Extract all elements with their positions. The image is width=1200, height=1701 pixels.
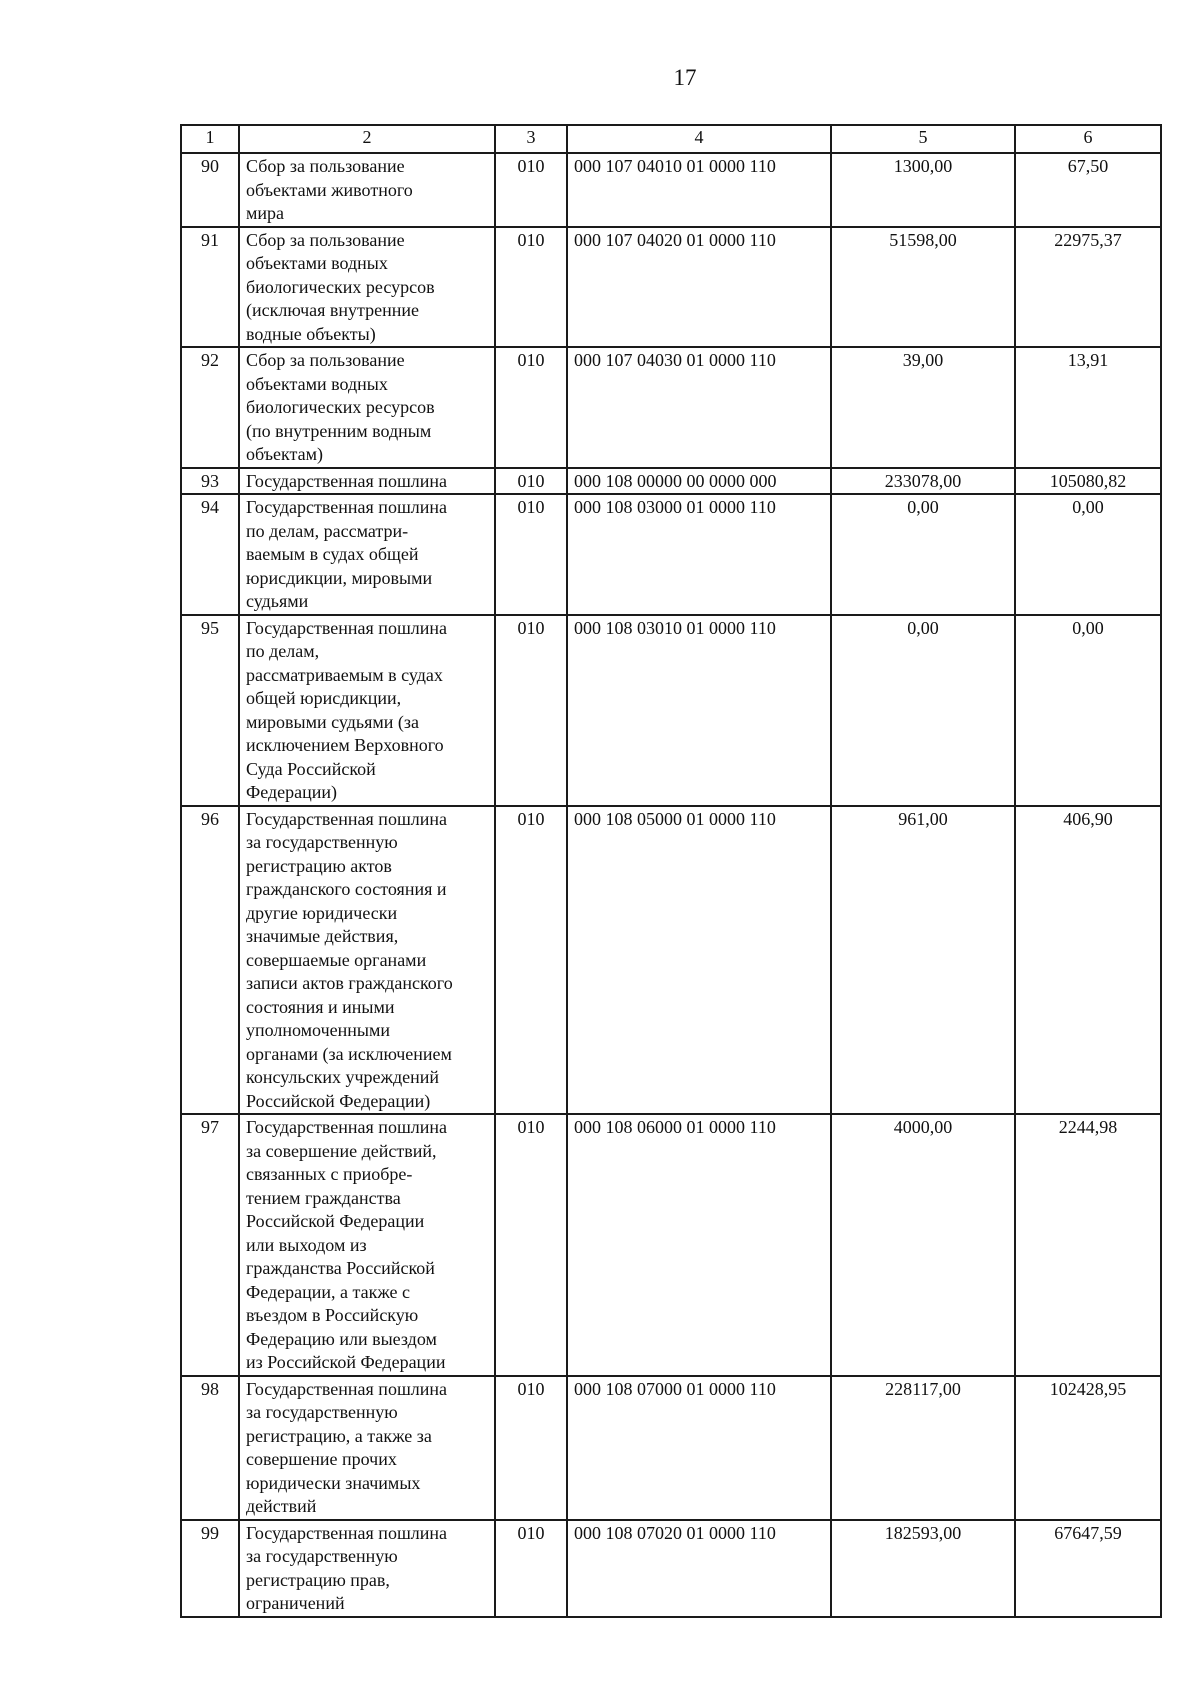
table-row bbox=[181, 227, 1161, 348]
table-row bbox=[181, 494, 1161, 615]
executed-amount-line: 2244,98 bbox=[1058, 1117, 1118, 1137]
executed-amount-line: 102428,95 bbox=[1049, 1378, 1127, 1399]
line-code bbox=[495, 468, 567, 495]
revenue-name-line: общей юрисдикции, bbox=[246, 688, 402, 708]
approved-amount-line: 0,00 bbox=[907, 617, 939, 638]
revenue-name-line: (по внутренним водным bbox=[246, 420, 432, 441]
approved-amount bbox=[831, 153, 1015, 227]
line-code-line: 010 bbox=[517, 1522, 545, 1543]
approved-amount-line: 233078,00 bbox=[884, 470, 962, 491]
line-code-line: 010 bbox=[517, 808, 545, 829]
executed-amount bbox=[1015, 227, 1161, 348]
revenue-name-line: за государственную bbox=[246, 1546, 398, 1566]
revenue-name-line: (исключая внутренние bbox=[246, 300, 420, 320]
budget-classification-code bbox=[567, 494, 831, 615]
column-header-2: 2 bbox=[239, 125, 495, 153]
row-number bbox=[181, 153, 239, 227]
approved-amount-line: 1300,00 bbox=[893, 156, 953, 176]
revenue-name-line: регистрацию, а также за bbox=[246, 1425, 432, 1446]
revenue-name-line: регистрацию прав, bbox=[246, 1569, 390, 1590]
budget-classification-code-line: 000 107 04030 01 0000 110 bbox=[574, 350, 776, 370]
revenue-name bbox=[239, 227, 495, 348]
budget-classification-code bbox=[567, 1376, 831, 1520]
budget-classification-code bbox=[567, 153, 831, 227]
executed-amount-line: 67,50 bbox=[1067, 156, 1109, 176]
revenue-name-line: мировыми судьями (за bbox=[246, 711, 420, 732]
budget-classification-code bbox=[567, 347, 831, 468]
approved-amount-line: 0,00 bbox=[907, 497, 939, 517]
revenue-name-line: объектам) bbox=[246, 444, 323, 464]
row-number bbox=[181, 227, 239, 348]
revenue-name bbox=[239, 1376, 495, 1520]
approved-amount bbox=[831, 347, 1015, 468]
revenue-name-line: объектами животного bbox=[246, 179, 413, 200]
budget-classification-code-line: 000 107 04010 01 0000 110 bbox=[574, 156, 776, 176]
revenue-name bbox=[239, 468, 495, 495]
approved-amount bbox=[831, 1114, 1015, 1376]
revenue-name-line: юридически значимых bbox=[246, 1472, 421, 1493]
budget-classification-code bbox=[567, 468, 831, 495]
revenue-name bbox=[239, 494, 495, 615]
approved-amount-line: 39,00 bbox=[902, 350, 944, 370]
table-row bbox=[181, 1376, 1161, 1520]
approved-amount-line: 228117,00 bbox=[885, 1378, 961, 1399]
revenue-name-line: мира bbox=[246, 203, 285, 223]
approved-amount bbox=[831, 615, 1015, 806]
revenue-table bbox=[180, 124, 1162, 1618]
line-code bbox=[495, 347, 567, 468]
row-number bbox=[181, 1114, 239, 1376]
executed-amount bbox=[1015, 494, 1161, 615]
revenue-name-line: Государственная пошлина bbox=[246, 1117, 448, 1137]
table-row bbox=[181, 468, 1161, 495]
row-number-line: 93 bbox=[201, 470, 219, 491]
revenue-name-line: другие юридически bbox=[246, 902, 398, 923]
approved-amount bbox=[831, 468, 1015, 495]
budget-classification-code-line: 000 108 07000 01 0000 110 bbox=[574, 1378, 776, 1399]
revenue-name-line: Российской Федерации) bbox=[246, 1090, 431, 1111]
revenue-name-line: въездом в Российскую bbox=[246, 1305, 419, 1325]
executed-amount bbox=[1015, 615, 1161, 806]
approved-amount bbox=[831, 494, 1015, 615]
budget-classification-code-line: 000 107 04020 01 0000 110 bbox=[574, 229, 776, 250]
line-code bbox=[495, 1520, 567, 1617]
table-row bbox=[181, 615, 1161, 806]
revenue-name-line: уполномоченными bbox=[246, 1020, 391, 1040]
revenue-name-line: Федерации, а также с bbox=[246, 1281, 410, 1302]
table-row bbox=[181, 1114, 1161, 1376]
approved-amount bbox=[831, 1376, 1015, 1520]
revenue-name-line: за совершение действий, bbox=[246, 1140, 437, 1161]
revenue-name-line: ограничений bbox=[246, 1593, 345, 1613]
approved-amount-line: 4000,00 bbox=[893, 1117, 953, 1137]
revenue-name-line: записи актов гражданского bbox=[246, 973, 453, 993]
revenue-name-line: Государственная пошлина bbox=[246, 470, 448, 491]
revenue-name-line: действий bbox=[246, 1496, 317, 1516]
revenue-name-line: регистрацию актов bbox=[246, 855, 392, 876]
table-row bbox=[181, 1520, 1161, 1617]
revenue-name-line: за государственную bbox=[246, 1402, 398, 1422]
revenue-name-line: совершение прочих bbox=[246, 1449, 397, 1469]
revenue-name-line: органами (за исключением bbox=[246, 1043, 452, 1064]
row-number-line: 92 bbox=[201, 350, 219, 370]
executed-amount-line: 406,90 bbox=[1063, 808, 1113, 829]
executed-amount-line: 67647,59 bbox=[1054, 1522, 1122, 1543]
revenue-name-line: Государственная пошлина bbox=[246, 1522, 448, 1543]
revenue-name-line: биологических ресурсов bbox=[246, 397, 435, 417]
approved-amount-line: 51598,00 bbox=[889, 229, 957, 250]
revenue-name-line: Государственная пошлина bbox=[246, 497, 448, 517]
revenue-name-line: по делам, bbox=[246, 641, 320, 661]
row-number-line: 96 bbox=[201, 808, 219, 829]
line-code-line: 010 bbox=[517, 617, 545, 638]
revenue-name-line: или выходом из bbox=[246, 1234, 367, 1255]
revenue-name-line: объектами водных bbox=[246, 253, 388, 273]
revenue-name-line: Сбор за пользование bbox=[246, 350, 405, 370]
row-number-line: 97 bbox=[201, 1117, 219, 1137]
budget-classification-code-line: 000 108 05000 01 0000 110 bbox=[574, 808, 776, 829]
row-number-line: 99 bbox=[201, 1522, 219, 1543]
row-number bbox=[181, 347, 239, 468]
line-code bbox=[495, 806, 567, 1115]
revenue-name-line: по делам, рассматри- bbox=[246, 520, 409, 541]
revenue-name-line: из Российской Федерации bbox=[246, 1352, 446, 1372]
revenue-name bbox=[239, 1520, 495, 1617]
revenue-name bbox=[239, 806, 495, 1115]
table-body bbox=[181, 125, 1161, 1617]
line-code bbox=[495, 227, 567, 348]
column-header-3: 3 bbox=[495, 125, 567, 153]
revenue-name bbox=[239, 347, 495, 468]
table-row bbox=[181, 153, 1161, 227]
column-header-4: 4 bbox=[567, 125, 831, 153]
revenue-name-line: Государственная пошлина bbox=[246, 808, 448, 829]
budget-classification-code bbox=[567, 227, 831, 348]
revenue-name-line: значимые действия, bbox=[246, 926, 399, 946]
executed-amount bbox=[1015, 347, 1161, 468]
approved-amount bbox=[831, 227, 1015, 348]
revenue-name-line: Федерацию или выездом bbox=[246, 1328, 437, 1349]
row-number-line: 95 bbox=[201, 617, 219, 638]
executed-amount bbox=[1015, 1520, 1161, 1617]
executed-amount-line: 105080,82 bbox=[1049, 470, 1127, 491]
revenue-name-line: Федерации) bbox=[246, 782, 338, 802]
revenue-name-line: состояния и иными bbox=[246, 996, 395, 1017]
line-code-line: 010 bbox=[517, 1378, 545, 1399]
revenue-name-line: консульских учреждений bbox=[246, 1067, 440, 1087]
revenue-name-line: за государственную bbox=[246, 832, 398, 852]
column-header-1: 1 bbox=[181, 125, 239, 153]
line-code-line: 010 bbox=[517, 470, 545, 491]
row-number bbox=[181, 1376, 239, 1520]
page-number: 17 bbox=[673, 65, 697, 90]
executed-amount bbox=[1015, 1114, 1161, 1376]
budget-classification-code-line: 000 108 03010 01 0000 110 bbox=[574, 617, 776, 638]
budget-classification-code bbox=[567, 1114, 831, 1376]
revenue-name-line: связанных с приобре- bbox=[246, 1164, 413, 1184]
table-row bbox=[181, 806, 1161, 1115]
line-code bbox=[495, 1376, 567, 1520]
executed-amount-line: 22975,37 bbox=[1054, 229, 1122, 250]
line-code-line: 010 bbox=[517, 1117, 545, 1137]
revenue-name-line: Российской Федерации bbox=[246, 1211, 425, 1231]
budget-classification-code bbox=[567, 1520, 831, 1617]
revenue-name-line: исключением Верховного bbox=[246, 735, 444, 755]
revenue-name-line: Государственная пошлина bbox=[246, 1378, 448, 1399]
budget-classification-code-line: 000 108 07020 01 0000 110 bbox=[574, 1522, 776, 1543]
revenue-name bbox=[239, 153, 495, 227]
executed-amount-line: 0,00 bbox=[1072, 617, 1104, 638]
revenue-name-line: Сбор за пользование bbox=[246, 156, 405, 176]
column-header-5: 5 bbox=[831, 125, 1015, 153]
revenue-name-line: гражданства Российской bbox=[246, 1258, 435, 1278]
revenue-name-line: совершаемые органами bbox=[246, 949, 427, 970]
revenue-name-line: биологических ресурсов bbox=[246, 276, 435, 297]
row-number-line: 90 bbox=[201, 156, 219, 176]
budget-classification-code-line: 000 108 06000 01 0000 110 bbox=[574, 1117, 776, 1137]
column-header-6: 6 bbox=[1015, 125, 1161, 153]
line-code-line: 010 bbox=[517, 229, 545, 250]
revenue-name-line: рассматриваемым в судах bbox=[246, 664, 443, 685]
line-code bbox=[495, 615, 567, 806]
row-number bbox=[181, 494, 239, 615]
approved-amount bbox=[831, 806, 1015, 1115]
approved-amount-line: 961,00 bbox=[898, 808, 948, 829]
line-code bbox=[495, 153, 567, 227]
table-header-row bbox=[181, 125, 1161, 153]
budget-classification-code bbox=[567, 615, 831, 806]
executed-amount bbox=[1015, 806, 1161, 1115]
row-number bbox=[181, 615, 239, 806]
executed-amount bbox=[1015, 153, 1161, 227]
revenue-name-line: судьями bbox=[246, 591, 309, 611]
approved-amount-line: 182593,00 bbox=[884, 1522, 962, 1543]
revenue-name-line: Сбор за пользование bbox=[246, 229, 405, 250]
line-code-line: 010 bbox=[517, 350, 545, 370]
revenue-name-line: юрисдикции, мировыми bbox=[246, 567, 433, 588]
table-row bbox=[181, 347, 1161, 468]
executed-amount-line: 13,91 bbox=[1067, 350, 1109, 370]
revenue-name bbox=[239, 1114, 495, 1376]
approved-amount bbox=[831, 1520, 1015, 1617]
executed-amount-line: 0,00 bbox=[1072, 497, 1104, 517]
revenue-name-line: объектами водных bbox=[246, 373, 388, 394]
row-number bbox=[181, 806, 239, 1115]
revenue-name-line: водные объекты) bbox=[246, 323, 376, 344]
line-code-line: 010 bbox=[517, 156, 545, 176]
line-code bbox=[495, 1114, 567, 1376]
line-code bbox=[495, 494, 567, 615]
row-number-line: 91 bbox=[201, 229, 219, 250]
budget-classification-code-line: 000 108 00000 00 0000 000 bbox=[574, 470, 777, 491]
row-number-line: 98 bbox=[201, 1378, 219, 1399]
revenue-name-line: Государственная пошлина bbox=[246, 617, 448, 638]
executed-amount bbox=[1015, 468, 1161, 495]
row-number-line: 94 bbox=[201, 497, 219, 517]
revenue-name-line: Суда Российской bbox=[246, 758, 376, 779]
executed-amount bbox=[1015, 1376, 1161, 1520]
revenue-name-line: ваемым в судах общей bbox=[246, 544, 419, 564]
budget-classification-code-line: 000 108 03000 01 0000 110 bbox=[574, 497, 776, 517]
line-code-line: 010 bbox=[517, 497, 545, 517]
row-number bbox=[181, 1520, 239, 1617]
row-number bbox=[181, 468, 239, 495]
revenue-name bbox=[239, 615, 495, 806]
revenue-name-line: гражданского состояния и bbox=[246, 879, 447, 899]
revenue-name-line: тением гражданства bbox=[246, 1187, 401, 1208]
budget-classification-code bbox=[567, 806, 831, 1115]
